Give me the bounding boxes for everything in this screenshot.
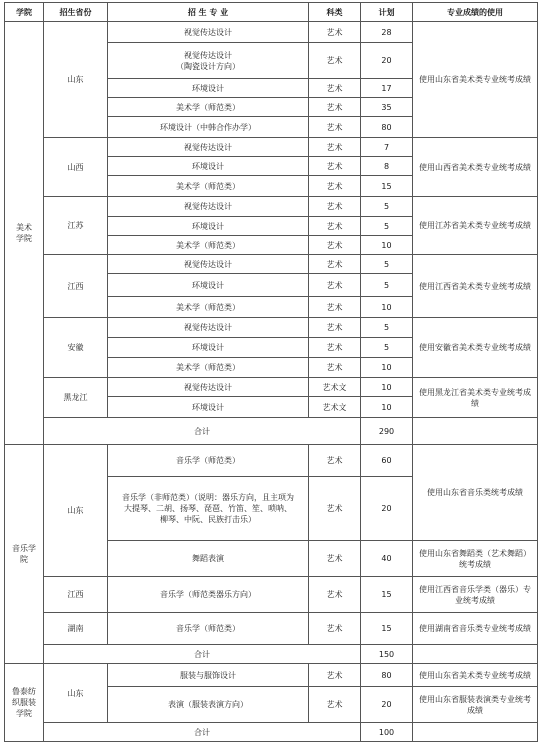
plan-cell: 7	[361, 138, 413, 157]
table-row	[5, 255, 538, 274]
plan-cell: 10	[361, 397, 413, 418]
plan-cell: 40	[361, 541, 413, 577]
score-use-cell: 使用山东省美术类专业统考成绩	[413, 22, 538, 138]
subtotal-row	[5, 723, 538, 742]
category-cell: 艺术	[309, 22, 361, 43]
major-cell: 音乐学（师范类）	[108, 613, 309, 645]
major-cell: 环境设计	[108, 338, 309, 358]
score-use-cell: 使用湖南省音乐类专业统考成绩	[413, 613, 538, 645]
major-cell: 视觉传达设计 （陶瓷设计方向）	[108, 43, 309, 79]
category-cell: 艺术	[309, 217, 361, 236]
province-cell: 山东	[44, 22, 108, 138]
major-cell: 环境设计	[108, 217, 309, 236]
subtotal-label: 合计	[44, 418, 361, 445]
plan-cell: 35	[361, 98, 413, 117]
college-cell-fashion: 鲁泰纺 织服装 学院	[5, 664, 44, 742]
plan-cell: 5	[361, 255, 413, 274]
category-cell: 艺术	[309, 445, 361, 477]
major-cell: 音乐学（师范类器乐方向）	[108, 577, 309, 613]
score-use-cell: 使用山东省美术类专业统考成绩	[413, 664, 538, 687]
category-cell: 艺术	[309, 664, 361, 687]
major-cell: 环境设计	[108, 79, 309, 98]
major-cell: 表演（服装表演方向）	[108, 687, 309, 723]
province-cell: 江西	[44, 255, 108, 318]
major-cell: 环境设计（中韩合作办学）	[108, 117, 309, 138]
plan-cell: 20	[361, 43, 413, 79]
plan-cell: 10	[361, 236, 413, 255]
table-row	[5, 378, 538, 397]
category-cell: 艺术	[309, 541, 361, 577]
subtotal-row	[5, 418, 538, 445]
major-cell: 美术学（师范类）	[108, 358, 309, 378]
score-use-cell: 使用山东省音乐类统考成绩	[413, 445, 538, 541]
plan-cell: 20	[361, 687, 413, 723]
subtotal-label: 合计	[44, 723, 361, 742]
province-cell: 山东	[44, 445, 108, 577]
major-cell: 视觉传达设计	[108, 255, 309, 274]
major-cell: 美术学（师范类）	[108, 176, 309, 197]
category-cell: 艺术	[309, 236, 361, 255]
table-row	[5, 445, 538, 477]
category-cell: 艺术文	[309, 397, 361, 418]
major-cell: 音乐学（师范类）	[108, 445, 309, 477]
major-cell: 音乐学（非师范类）（说明：器乐方向，且主项为 大提琴、二胡、扬琴、琵琶、竹笛、笙、唢呐、 柳琴、中阮、民族打击乐）	[108, 477, 309, 541]
header-plan: 计划	[361, 3, 413, 22]
major-cell: 视觉传达设计	[108, 138, 309, 157]
category-cell: 艺术	[309, 318, 361, 338]
major-cell: 环境设计	[108, 397, 309, 418]
province-cell: 黑龙江	[44, 378, 108, 418]
header-college: 学院	[5, 3, 44, 22]
category-cell: 艺术	[309, 613, 361, 645]
table-row	[5, 613, 538, 645]
category-cell: 艺术	[309, 157, 361, 176]
college-cell-music: 音乐学 院	[5, 445, 44, 664]
province-cell: 安徽	[44, 318, 108, 378]
plan-cell: 8	[361, 157, 413, 176]
major-cell: 环境设计	[108, 157, 309, 176]
subtotal-note	[413, 418, 538, 445]
province-cell: 江西	[44, 577, 108, 613]
plan-cell: 10	[361, 358, 413, 378]
score-use-cell: 使用江西省音乐学类（器乐）专 业统考成绩	[413, 577, 538, 613]
college-cell-art: 美术 学院	[5, 22, 44, 445]
table-row	[5, 577, 538, 613]
category-cell: 艺术	[309, 98, 361, 117]
score-use-cell: 使用安徽省美术类专业统考成绩	[413, 318, 538, 378]
plan-cell: 17	[361, 79, 413, 98]
header-major: 招 生 专 业	[108, 3, 309, 22]
category-cell: 艺术文	[309, 378, 361, 397]
plan-cell: 10	[361, 297, 413, 318]
major-cell: 美术学（师范类）	[108, 236, 309, 255]
plan-cell: 20	[361, 477, 413, 541]
table-row	[5, 197, 538, 217]
plan-cell: 80	[361, 664, 413, 687]
plan-cell: 15	[361, 176, 413, 197]
category-cell: 艺术	[309, 43, 361, 79]
category-cell: 艺术	[309, 255, 361, 274]
score-use-cell: 使用江苏省美术类专业统考成绩	[413, 197, 538, 255]
plan-cell: 15	[361, 613, 413, 645]
province-cell: 湖南	[44, 613, 108, 645]
subtotal-plan: 100	[361, 723, 413, 742]
category-cell: 艺术	[309, 687, 361, 723]
score-use-cell: 使用山西省美术类专业统考成绩	[413, 138, 538, 197]
plan-cell: 15	[361, 577, 413, 613]
category-cell: 艺术	[309, 338, 361, 358]
header-score-use: 专业成绩的使用	[413, 3, 538, 22]
category-cell: 艺术	[309, 176, 361, 197]
subtotal-plan: 290	[361, 418, 413, 445]
table-row	[5, 22, 538, 43]
plan-cell: 80	[361, 117, 413, 138]
major-cell: 服装与服饰设计	[108, 664, 309, 687]
category-cell: 艺术	[309, 477, 361, 541]
major-cell: 视觉传达设计	[108, 197, 309, 217]
score-use-cell: 使用山东省服装表演类专业统考 成绩	[413, 687, 538, 723]
plan-cell: 5	[361, 217, 413, 236]
header-row	[5, 3, 538, 22]
category-cell: 艺术	[309, 297, 361, 318]
header-province: 招生省份	[44, 3, 108, 22]
plan-cell: 10	[361, 378, 413, 397]
table-row	[5, 138, 538, 157]
category-cell: 艺术	[309, 197, 361, 217]
plan-cell: 5	[361, 338, 413, 358]
subtotal-row	[5, 645, 538, 664]
province-cell: 山东	[44, 664, 108, 723]
category-cell: 艺术	[309, 358, 361, 378]
major-cell: 视觉传达设计	[108, 378, 309, 397]
enrollment-plan-table	[4, 2, 538, 742]
header-category: 科类	[309, 3, 361, 22]
category-cell: 艺术	[309, 577, 361, 613]
subtotal-plan: 150	[361, 645, 413, 664]
category-cell: 艺术	[309, 138, 361, 157]
subtotal-label: 合计	[44, 645, 361, 664]
plan-cell: 28	[361, 22, 413, 43]
major-cell: 视觉传达设计	[108, 22, 309, 43]
province-cell: 江苏	[44, 197, 108, 255]
category-cell: 艺术	[309, 79, 361, 98]
plan-cell: 5	[361, 197, 413, 217]
score-use-cell: 使用黑龙江省美术类专业统考成 绩	[413, 378, 538, 418]
major-cell: 环境设计	[108, 274, 309, 297]
major-cell: 美术学（师范类）	[108, 297, 309, 318]
subtotal-note	[413, 723, 538, 742]
score-use-cell: 使用江西省美术类专业统考成绩	[413, 255, 538, 318]
major-cell: 美术学（师范类）	[108, 98, 309, 117]
score-use-cell: 使用山东省舞蹈类（艺术舞蹈） 统考成绩	[413, 541, 538, 577]
category-cell: 艺术	[309, 274, 361, 297]
major-cell: 视觉传达设计	[108, 318, 309, 338]
plan-cell: 60	[361, 445, 413, 477]
category-cell: 艺术	[309, 117, 361, 138]
table-row	[5, 664, 538, 687]
plan-cell: 5	[361, 274, 413, 297]
subtotal-note	[413, 645, 538, 664]
table-row	[5, 318, 538, 338]
province-cell: 山西	[44, 138, 108, 197]
plan-cell: 5	[361, 318, 413, 338]
major-cell: 舞蹈表演	[108, 541, 309, 577]
